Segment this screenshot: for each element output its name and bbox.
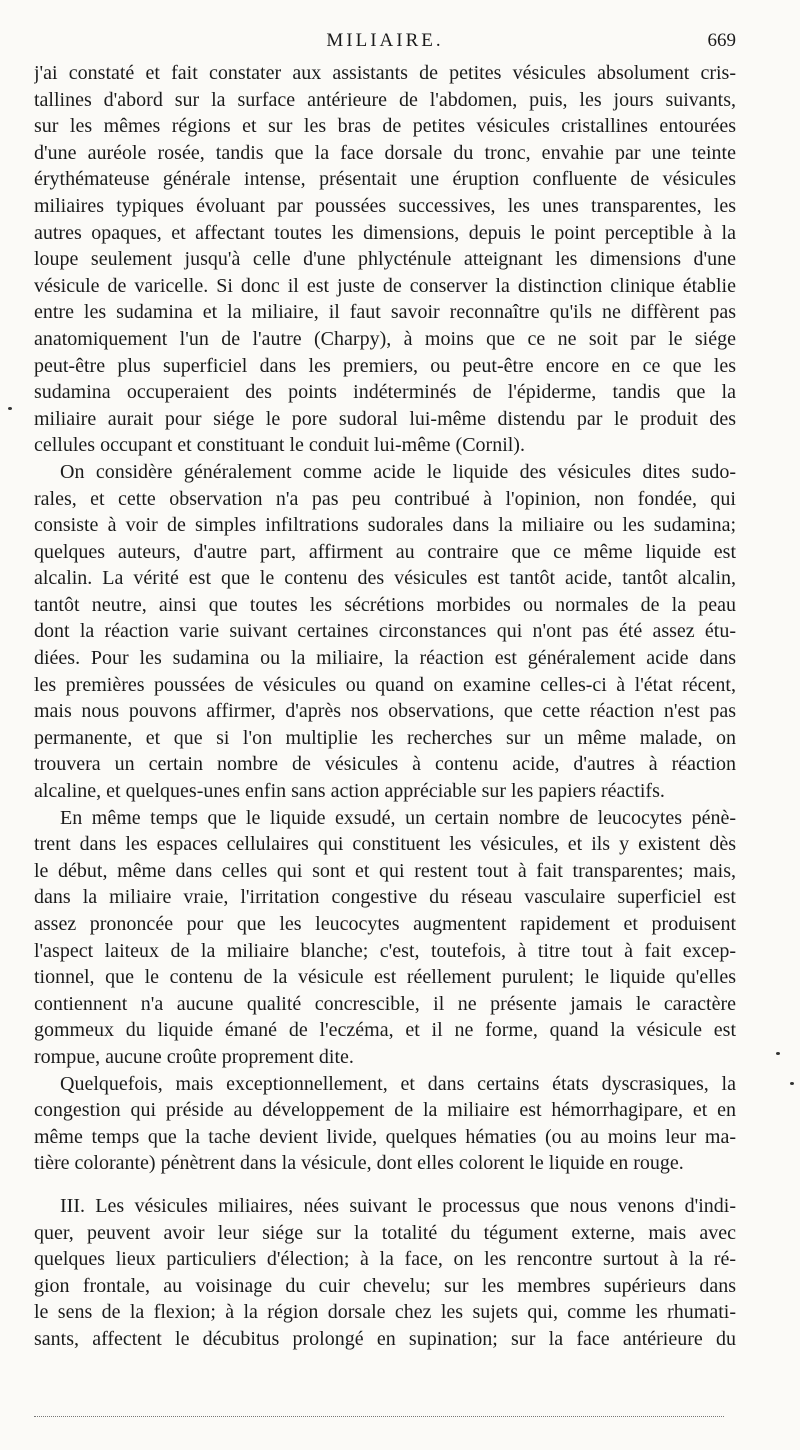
- text-line: alcaline, et quelques-unes enfin sans action appréciable sur les papiers réactifs.: [34, 780, 665, 803]
- text-line: assez prononcée pour que les leucocytes augmentent rapidement et produisent: [34, 913, 736, 935]
- text-line: rales, et cette observation n'a pas peu contribué à l'opinion, non fondée, qui: [34, 487, 736, 510]
- text-line: consiste à voir de simples infiltrations sudorales dans la miliaire ou les sudamina;: [34, 514, 736, 537]
- text-line: mais nous pouvons affirmer, d'après nos observations, que cette réaction n'est pas: [34, 700, 736, 723]
- text-line: j'ai constaté et fait constater aux assistants de petites vésicules absolument cris-: [34, 62, 736, 84]
- text-line: vésicule de varicelle. Si donc il est juste de conserver la distinction clinique établie: [34, 274, 736, 297]
- text-line: tière colorante) pénètrent dans la vésicule, dont elles colorent le liquide en rouge.: [34, 1152, 684, 1175]
- text-line: sants, affectent le décubitus prolongé en supination; sur la face antérieure du: [34, 1327, 736, 1350]
- text-line: tantôt neutre, ainsi que toutes les sécrétions morbides ou normales de la peau: [34, 593, 736, 616]
- text-line: les premières poussées de vésicules ou quand on examine celles-ci à l'état récent,: [34, 673, 736, 696]
- text-line: dont la réaction varie suivant certaines circonstances qui n'ont pas été assez étu-: [34, 620, 736, 643]
- text-line: congestion qui préside au développement de la miliaire est hémorrhagipare, et en: [34, 1099, 736, 1122]
- text-line: rompue, aucune croûte proprement dite.: [34, 1045, 354, 1068]
- text-line: sur les mêmes régions et sur les bras de petites vésicules cristallines entourées: [34, 115, 736, 138]
- text-line: peut-être plus superficiel dans les premiers, ou peut-être encore en ce que les: [34, 354, 736, 377]
- text-line: érythémateuse générale intense, présentait une éruption confluente de vésicules: [34, 168, 736, 191]
- text-line: même temps que la tache devient livide, quelques hématies (ou au moins leur ma-: [34, 1125, 736, 1148]
- text-line: dans la miliaire vraie, l'irritation congestive du réseau vasculaire superficiel est: [34, 886, 736, 909]
- body-text: [34, 60, 736, 1353]
- text-line: entre les sudamina et la miliaire, il faut savoir reconnaître qu'ils ne diffèrent pas: [34, 301, 736, 324]
- text-line: On considère généralement comme acide le liquide des vésicules dites sudo-: [60, 460, 736, 483]
- text-line: gion frontale, au voisinage du cuir chevelu; sur les membres supérieurs dans: [34, 1274, 736, 1297]
- text-line: gommeux du liquide émané de l'eczéma, et il ne forme, quand la vésicule est: [34, 1019, 736, 1042]
- text-line: autres opaques, et affectant toutes les dimensions, depuis le point perceptible à la: [34, 221, 736, 244]
- text-line: anatomiquement l'un de l'autre (Charpy), à moins que ce ne soit par le siége: [34, 327, 736, 350]
- text-line: trent dans les espaces cellulaires qui constituent les vésicules, et ils y existent dès: [34, 833, 736, 856]
- text-line: d'une auréole rosée, tandis que la face dorsale du tronc, envahie par une teinte: [34, 141, 736, 164]
- text-line: III. Les vésicules miliaires, nées suivant le processus que nous venons d'indi-: [60, 1194, 736, 1217]
- text-line: permanente, et que si l'on multiplie les recherches sur un même malade, on: [34, 726, 736, 749]
- text-line: le sens de la flexion; à la région dorsale chez les sujets qui, comme les rhumati-: [34, 1301, 736, 1324]
- footer-rule: [34, 1416, 724, 1417]
- running-title: MILIAIRE.: [326, 30, 444, 51]
- section-gap: [34, 1177, 736, 1193]
- page-number: 669: [707, 30, 736, 51]
- text-line: miliaire aurait pour siége le pore sudoral lui-même distendu par le produit des: [34, 407, 736, 430]
- text-line: quer, peuvent avoir leur siége sur la totalité du tégument externe, mais avec: [34, 1221, 736, 1244]
- ink-speck: [790, 1082, 794, 1085]
- paragraph: [34, 459, 736, 805]
- paragraph: [34, 60, 736, 459]
- text-line: En même temps que le liquide exsudé, un certain nombre de leucocytes pénè-: [60, 806, 736, 829]
- text-line: quelques lieux particuliers d'élection; à la face, on les rencontre surtout à la ré-: [34, 1248, 736, 1271]
- text-line: tallines d'abord sur la surface antérieure de l'abdomen, puis, les jours suivants,: [34, 88, 736, 111]
- text-line: miliaires typiques évoluant par poussées successives, les unes transparentes, les: [34, 194, 736, 217]
- text-line: l'aspect laiteux de la miliaire blanche; c'est, toutefois, à titre tout à fait excep-: [34, 939, 736, 962]
- text-line: quelques auteurs, d'autre part, affirment au contraire que ce même liquide est: [34, 540, 736, 563]
- page-header: [34, 30, 736, 60]
- text-line: alcalin. La vérité est que le contenu des vésicules est tantôt acide, tantôt alcalin,: [34, 567, 736, 590]
- text-line: loupe seulement jusqu'à celle d'une phlycténule atteignant les dimensions d'une: [34, 248, 736, 271]
- text-line: cellules occupant et constituant le conduit lui-même (Cornil).: [34, 434, 525, 457]
- paragraph: [34, 805, 736, 1071]
- paragraph: [34, 1071, 736, 1177]
- text-line: tionnel, que le contenu de la vésicule est réellement purulent; le liquide qu'elles: [34, 966, 736, 989]
- text-line: sudamina occuperaient des points indéterminés de l'épiderme, tandis que la: [34, 381, 736, 404]
- paragraph: [34, 1193, 736, 1353]
- text-line: contiennent n'a aucune qualité concrescible, il ne présente jamais le caractère: [34, 992, 736, 1015]
- ink-speck: [776, 1052, 780, 1055]
- text-line: Quelquefois, mais exceptionnellement, et dans certains états dyscrasiques, la: [60, 1072, 736, 1095]
- text-line: diées. Pour les sudamina ou la miliaire, la réaction est généralement acide dans: [34, 647, 736, 670]
- text-line: trouvera un certain nombre de vésicules à contenu acide, d'autres à réaction: [34, 753, 736, 776]
- ink-speck: [8, 407, 12, 410]
- text-line: le début, même dans celles qui sont et qui restent tout à fait transparentes; mais,: [34, 859, 736, 882]
